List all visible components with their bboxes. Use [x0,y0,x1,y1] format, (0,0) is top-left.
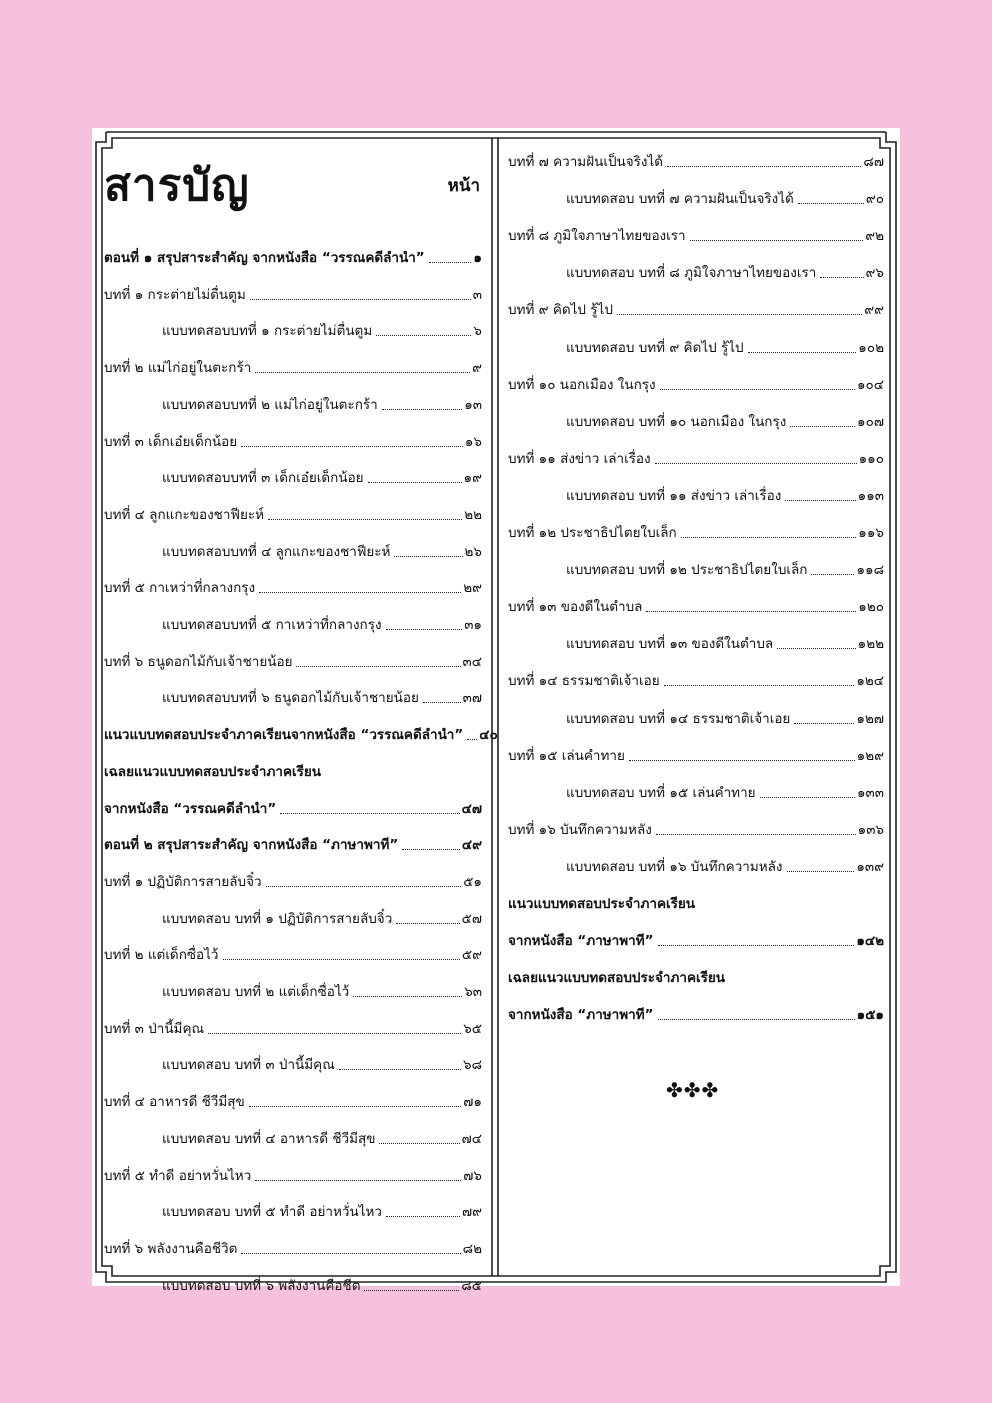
toc-entry-title: จากหนังสือ “ภาษาพาที” [508,1007,654,1024]
dot-leader [429,262,472,263]
toc-entry [104,797,482,819]
dot-leader [386,629,463,630]
toc-entry [104,870,482,892]
toc-entry-title: บทที่ ๑ กระต่ายไม่ตื่นตูม [104,286,246,303]
toc-entry [508,521,884,543]
dot-leader [617,314,862,315]
toc-entry-page: ๑๑๓ [857,487,884,504]
toc-entry [508,929,884,951]
dot-leader [658,945,855,946]
dot-leader [760,797,855,798]
dot-leader [664,685,855,686]
toc-entry-page: ๙๒ [865,228,884,245]
toc-entry-title: บทที่ ๒ แม่ไก่อยู่ในตะกร้า [104,360,252,377]
toc-entry-title: แบบทดสอบบทที่ ๒ แม่ไก่อยู่ในตะกร้า [162,396,378,413]
toc-entry-title: บทที่ ๑๐ นอกเมือง ในกรุง [508,376,656,393]
dot-leader [655,463,857,464]
toc-entry-title: บทที่ ๓ เด็กเอ๋ยเด็กน้อย [104,433,238,450]
toc-entry-page: ๙๖ [865,265,884,282]
toc-entry-page: ๑๓๓ [856,784,884,801]
toc-entry-title: แบบทดสอบ บทที่ ๓ ป่านี้มีคุณ [162,1057,335,1074]
toc-entry-title: แบบทดสอบ บทที่ ๑๑ ส่งข่าว เล่าเรื่อง [566,487,782,504]
toc-entry-page: ๓๔ [462,653,482,670]
toc-entry-title: บทที่ ๗ ความฝันเป็นจริงได้ [508,154,664,170]
dot-leader [241,446,463,447]
toc-entry [566,261,884,283]
toc-entry [104,430,482,452]
toc-entry [566,410,884,432]
toc-entry [566,632,884,654]
toc-entry-page: ๘๒ [462,1240,482,1257]
dot-leader [787,871,855,872]
toc-entry-page: ๙๐ [865,191,884,208]
dot-leader [629,760,855,761]
toc-entry-page: ๑๔๒ [856,933,884,950]
title-row [104,150,484,210]
toc-entry-title: แนวแบบทดสอบประจำภาคเรียนจากหนังสือ “วรรณคดีลำนำ” [104,727,464,744]
toc-entry-title: บทที่ ๑๕ เล่นคำทาย [508,747,625,764]
page-column-label: หน้า [447,176,480,196]
toc-entry-page: ๑๙ [463,470,482,487]
toc-entry-title: จากหนังสือ “วรรณคดีลำนำ” [104,800,277,817]
toc-entry [104,356,482,378]
toc-entry-title: บทที่ ๕ กาเหว่าที่กลางกรุง [104,580,256,597]
dot-leader [208,1033,461,1034]
toc-entry-page: ๑๒๐ [858,599,884,616]
dot-leader [402,849,460,850]
toc-entry-page: ๑๑๘ [856,562,884,579]
dot-leader [396,923,459,924]
toc-entry-page: ๖๘ [463,1057,482,1074]
toc-entry-title: แบบทดสอบบทที่ ๔ ลูกแกะของชาฟียะห์ [162,543,391,560]
toc-entry-page: ๑ [473,250,482,266]
dot-leader [811,574,854,575]
toc-entry-title: บทที่ ๖ พลังงานคือชีวิต [104,1240,238,1257]
dot-leader [241,1253,460,1254]
toc-entry-title: เฉลยแนวแบบทดสอบประจำภาคเรียน [104,763,322,780]
toc-entry-title: แบบทดสอบ บทที่ ๕ ทำดี อย่าหวั่นไหว [162,1204,382,1221]
dot-leader [379,1143,459,1144]
ornament-glyphs: ✤✤✤ [666,1078,720,1102]
toc-entry-page: ๑๓๖ [857,821,884,838]
toc-entry-title: บทที่ ๑๒ ประชาธิปไตยใบเล็ก [508,525,677,541]
toc-entry-page: ๗๙ [461,1204,482,1221]
toc-entry [566,781,884,803]
toc-entry-title: บทที่ ๘ ภูมิใจภาษาไทยของเรา [508,228,686,245]
toc-entry-page: ๘๗ [863,154,884,170]
toc-entry-title: บทที่ ๖ ธนูดอกไม้กับเจ้าชายน้อย [104,653,293,670]
toc-entry-page: ๑๐๗ [857,413,884,430]
toc-entry-page: ๑๓ [464,396,482,413]
toc-entry-page: ๕๙ [461,947,482,964]
toc-entry-page: ๓๗ [462,690,482,707]
toc-entry [508,595,884,617]
toc-entry [566,558,884,580]
toc-entry-page: ๑๒๔ [856,673,884,690]
toc-entry-page: ๒๒ [464,506,482,523]
toc-entry-page: ๖๕ [463,1020,482,1037]
toc-entry-page: ๙๙ [864,302,884,319]
toc-entry-title: แบบทดสอบ บทที่ ๘ ภูมิใจภาษาไทยของเรา [566,265,817,282]
toc-entry [508,1003,884,1025]
toc-entry-page: ๑๑๐ [858,450,884,467]
dot-leader [646,611,856,612]
toc-entry [104,1090,482,1112]
toc-entry [508,818,884,840]
toc-entry-title: บทที่ ๑ ปฏิบัติการสายลับจิ๋ว [104,873,262,890]
toc-page-frame [92,128,900,1294]
toc-entry-title: บทที่ ๕ ทำดี อย่าหวั่นไหว [104,1167,252,1184]
toc-entry-title: บทที่ ๙ คิดไป รู้ไป [508,302,613,319]
toc-entry [162,980,482,1002]
toc-entry-page: ๑๕๑ [856,1007,884,1024]
toc-entry-page: ๑๒๒ [857,636,884,653]
toc-entry [162,613,482,635]
dot-leader [777,648,855,649]
toc-entry-title: บทที่ ๑๖ บันทึกความหลัง [508,821,652,838]
toc-entry-page: ๙ [472,360,482,377]
toc-entry-title: บทที่ ๔ อาหารดี ชีวีมีสุข [104,1094,245,1111]
toc-entry-page: ๖ [473,323,482,340]
dot-leader [798,203,864,204]
toc-entry [104,650,482,672]
dot-leader [423,702,461,703]
toc-entry [566,336,884,358]
toc-entry-title: เฉลยแนวแบบทดสอบประจำภาคเรียน [508,970,726,987]
dot-leader [339,1069,461,1070]
toc-entry-title: แบบทดสอบ บทที่ ๑๒ ประชาธิปไตยใบเล็ก [566,562,808,579]
toc-entry-title: แบบทดสอบ บทที่ ๑๕ เล่นคำทาย [566,784,756,801]
toc-entry-title: แบบทดสอบบทที่ ๕ กาเหว่าที่กลางกรุง [162,617,382,633]
dot-leader [658,1019,855,1020]
dot-leader [656,834,856,835]
dot-leader [394,556,462,557]
toc-entry [104,246,482,268]
toc-entry-page: ๖๓ [464,984,482,1000]
toc-entry [162,466,482,488]
toc-entry-page: ๕๑ [463,873,482,890]
dot-leader [690,240,864,241]
toc-entry [508,447,884,469]
toc-entry [162,686,482,708]
toc-entry-page: ๗๔ [461,1130,482,1147]
toc-entry [508,966,884,988]
toc-entry-page: ๑๐๔ [856,376,884,393]
toc-entry [104,1017,482,1039]
toc-entry [104,1237,482,1259]
toc-entry-title: บทที่ ๒ แต่เด็กซื่อไว้ [104,947,219,964]
dot-leader [268,519,462,520]
dot-leader [794,723,854,724]
toc-entry [508,298,884,320]
toc-entry [104,723,498,745]
dot-leader [368,482,462,483]
dot-leader [785,500,855,501]
toc-entry-title: แบบทดสอบบทที่ ๓ เด็กเอ๋ยเด็กน้อย [162,470,364,487]
toc-entry [104,833,482,855]
toc-entry-page: ๘๕ [461,1277,482,1294]
toc-entry-page: ๓ [472,286,482,303]
dot-leader [353,996,462,997]
toc-entry-title: จากหนังสือ “ภาษาพาที” [508,933,654,950]
dot-leader [660,389,855,390]
toc-entry [104,503,482,525]
toc-entry [104,1164,482,1186]
dot-leader [259,592,461,593]
toc-entry [162,319,482,341]
dot-leader [249,1106,462,1107]
dot-leader [467,739,477,740]
toc-entry-title: บทที่ ๑๓ ของดีในตำบล [508,599,643,616]
toc-entry-title: แบบทดสอบ บทที่ ๑๐ นอกเมือง ในกรุง [566,413,787,430]
toc-entry-title: แนวแบบทดสอบประจำภาคเรียน [508,896,696,912]
page-title: สารบัญ [104,160,250,211]
toc-entry [508,150,884,172]
toc-entry-page: ๒๖ [464,543,482,560]
toc-entry [162,540,482,562]
toc-entry-page: ๒๙ [463,580,482,597]
toc-entry-page: ๑๒๗ [856,710,884,727]
toc-entry [566,707,884,729]
toc-entry-page: ๑๖ [464,433,482,450]
dot-leader [255,372,470,373]
dot-leader [296,666,460,667]
toc-entry-title: แบบทดสอบ บทที่ ๑๓ ของดีในตำบล [566,636,774,653]
dot-leader [820,277,863,278]
toc-entry-page: ๑๓๙ [856,858,884,875]
toc-entry [104,283,482,305]
toc-entry-page: ๔๗ [461,800,482,817]
toc-entry-title: บทที่ ๑๔ ธรรมชาติเจ้าเอย [508,673,660,690]
toc-entry [162,907,482,929]
toc-entry-title: แบบทดสอบ บทที่ ๑๔ ธรรมชาติเจ้าเอย [566,710,791,727]
toc-entry-page: ๔๙ [461,837,482,854]
toc-entry-title: แบบทดสอบบทที่ ๖ ธนูดอกไม้กับเจ้าชายน้อย [162,690,419,707]
toc-entry-title: แบบทดสอบ บทที่ ๙ คิดไป รู้ไป [566,339,744,356]
toc-entry [162,1053,482,1075]
dot-leader [255,1180,461,1181]
toc-entry [566,855,884,877]
toc-entry-title: แบบทดสอบบทที่ ๑ กระต่ายไม่ตื่นตูม [162,323,373,340]
toc-entry-title: แบบทดสอบ บทที่ ๔ อาหารดี ชีวีมีสุข [162,1130,376,1147]
dot-leader [376,335,471,336]
toc-entry-page: ๔๐ [479,727,498,744]
toc-entry-page: ๗๑ [463,1094,482,1111]
toc-entry-title: แบบทดสอบ บทที่ ๑๖ บันทึกความหลัง [566,858,783,875]
dot-leader [790,426,855,427]
toc-entry [508,373,884,395]
toc-entry-page: ๗๖ [463,1167,482,1184]
dot-leader [748,352,857,353]
toc-entry-page: ๑๐๒ [858,339,884,356]
toc-entry-title: แบบทดสอบ บทที่ ๗ ความฝันเป็นจริงได้ [566,191,794,208]
dot-leader [223,959,460,960]
toc-entry [104,760,482,782]
toc-entry-title: บทที่ ๔ ลูกแกะของชาฟียะห์ [104,506,265,523]
toc-entry [508,744,884,766]
dot-leader [667,166,861,167]
dot-leader [364,1290,459,1291]
toc-entry-page: ๓๑ [464,617,482,633]
dot-leader [280,813,459,814]
toc-entry-title: ตอนที่ ๒ สรุปสาระสำคัญ จากหนังสือ “ภาษาพาที” [104,837,399,854]
toc-entry-title: แบบทดสอบ บทที่ ๒ แต่เด็กซื่อไว้ [162,984,350,1000]
dot-leader [386,1216,460,1217]
toc-entry-title: แบบทดสอบ บทที่ ๑ ปฏิบัติการสายลับจิ๋ว [162,910,393,927]
toc-entry [508,669,884,691]
dot-leader [681,537,857,538]
toc-entry-title: บทที่ ๓ ป่านี้มีคุณ [104,1020,205,1037]
toc-entry-title: ตอนที่ ๑ สรุปสาระสำคัญ จากหนังสือ “วรรณคดีลำนำ” [104,250,425,266]
toc-entry [162,393,482,415]
toc-entry-page: ๑๑๖ [858,525,884,541]
toc-entry-page: ๕๗ [461,910,482,927]
dot-leader [266,886,462,887]
toc-entry [508,224,884,246]
toc-entry [566,187,884,209]
toc-entry [162,1274,482,1296]
toc-entry [104,576,482,598]
toc-entry [566,484,884,506]
toc-entry [162,1200,482,1222]
toc-entry-title: บทที่ ๑๑ ส่งข่าว เล่าเรื่อง [508,450,651,467]
toc-entry-page: ๑๒๙ [856,747,884,764]
toc-entry [104,943,482,965]
dot-leader [250,299,471,300]
toc-entry-title: แบบทดสอบ บทที่ ๖ พลังงานคือชีต [162,1277,361,1294]
dot-leader [382,409,462,410]
toc-entry [508,892,884,914]
toc-entry [162,1127,482,1149]
